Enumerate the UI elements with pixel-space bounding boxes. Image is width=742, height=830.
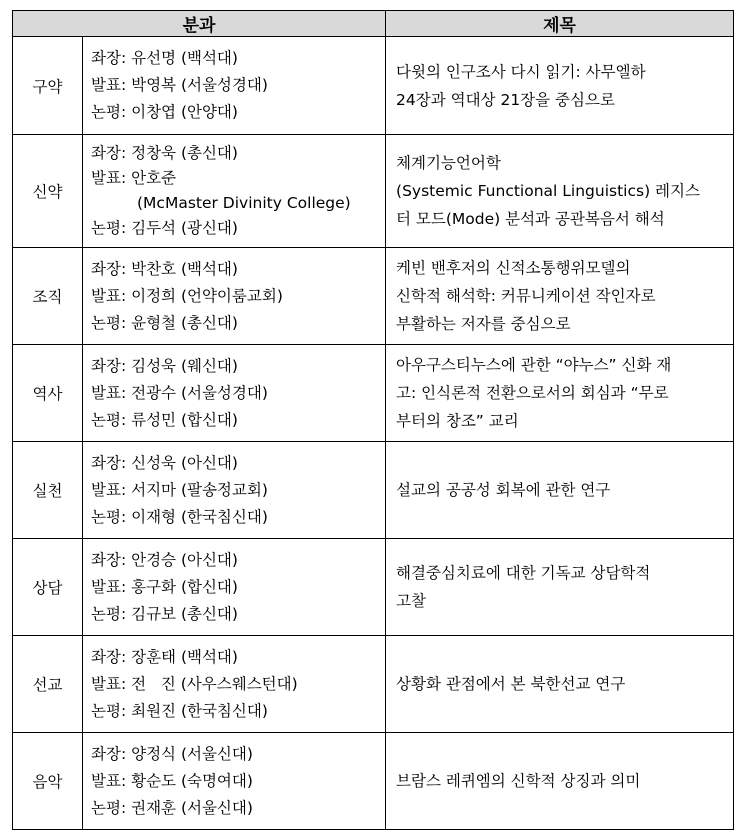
session-title: 브람스 레퀴엠의 신학적 상징과 의미: [396, 772, 641, 790]
title-cell: [386, 248, 734, 345]
chair: 좌장: 정창욱 (총신대): [91, 144, 238, 162]
title-cell: [386, 442, 734, 539]
title-cell: [386, 539, 734, 636]
area-cell: 상담: [13, 539, 83, 636]
discussant: 논평: 김두석 (광신대): [91, 219, 238, 237]
title-cell: [386, 636, 734, 733]
presenter: 발표: 전광수 (서울성경대): [91, 383, 268, 402]
discussant: 논평: 이창엽 (안양대): [91, 103, 238, 121]
presenter-affiliation: (McMaster Divinity College): [137, 194, 351, 212]
table-row: [13, 248, 734, 345]
table-row: [13, 135, 734, 248]
discussant: 논평: 김규보 (총신대): [91, 604, 238, 623]
people-cell: [83, 442, 386, 539]
presenter: 발표: 전 진 (사우스웨스턴대): [91, 674, 298, 693]
title-cell: [386, 345, 734, 442]
session-title: 설교의 공공성 회복에 관한 연구: [396, 481, 611, 499]
discussant: 논평: 류성민 (합신대): [91, 410, 238, 429]
chair: 좌장: 유선명 (백석대): [91, 49, 238, 67]
area-cell: 역사: [13, 345, 83, 442]
presenter: 발표: 홍구화 (합신대): [91, 577, 238, 596]
session-title: 상황화 관점에서 본 북한선교 연구: [396, 675, 626, 693]
chair: 좌장: 김성욱 (웨신대): [91, 356, 238, 375]
discussant: 논평: 권재훈 (서울신대): [91, 798, 253, 817]
area-cell: 조직: [13, 248, 83, 345]
session-title: 다윗의 인구조사 다시 읽기: 사무엘하 24장과 역대상 21장을 중심으로: [396, 62, 646, 109]
discussant: 논평: 최원진 (한국침신대): [91, 701, 268, 720]
table-row: [13, 345, 734, 442]
session-title: 케빈 밴후저의 신적소통행위모델의 신학적 해석학: 커뮤니케이션 작인자로 부활하는 저자를 중심으로: [396, 259, 656, 333]
title-cell: [386, 37, 734, 135]
table-row: [13, 37, 734, 135]
presenter: 발표: 서지마 (팔송정교회): [91, 480, 268, 499]
chair: 좌장: 신성욱 (아신대): [91, 453, 238, 472]
discussant: 논평: 이재형 (한국침신대): [91, 507, 268, 526]
area-cell: 실천: [13, 442, 83, 539]
area-cell: 신약: [13, 135, 83, 248]
people-cell: [83, 345, 386, 442]
table-row: [13, 539, 734, 636]
presenter: 발표: 안호준: [91, 169, 177, 187]
presenter: 발표: 황순도 (숙명여대): [91, 771, 253, 790]
people-cell: [83, 135, 386, 248]
chair: 좌장: 양정식 (서울신대): [91, 744, 253, 763]
session-table: [12, 10, 734, 830]
people-cell: [83, 539, 386, 636]
chair: 좌장: 장훈태 (백석대): [91, 647, 238, 666]
area-cell: 구약: [13, 37, 83, 135]
title-cell: [386, 733, 734, 830]
people-cell: [83, 248, 386, 345]
title-cell: [386, 135, 734, 248]
header-row: [13, 11, 734, 37]
presenter: 발표: 이정희 (언약이룸교회): [91, 286, 283, 305]
session-title: 아우구스티누스에 관한 “야누스” 신화 재 고: 인식론적 전환으로서의 회심과 “무로 부터의 창조” 교리: [396, 356, 672, 430]
chair: 좌장: 안경승 (아신대): [91, 550, 238, 569]
discussant: 논평: 윤형철 (총신대): [91, 313, 238, 332]
table-row: [13, 733, 734, 830]
area-cell: 선교: [13, 636, 83, 733]
table-row: [13, 442, 734, 539]
people-cell: [83, 733, 386, 830]
table-row: [13, 636, 734, 733]
header-area: 분과: [13, 11, 386, 37]
session-title: 해결중심치료에 대한 기독교 상담학적 고찰: [396, 564, 651, 610]
people-cell: [83, 37, 386, 135]
area-cell: 음악: [13, 733, 83, 830]
presenter: 발표: 박영복 (서울성경대): [91, 76, 268, 94]
people-cell: [83, 636, 386, 733]
session-title: 체계기능언어학 (Systemic Functional Linguistics) 레지스 터 모드(Mode) 분석과 공관복음서 해석: [396, 154, 700, 228]
header-title: 제목: [386, 11, 734, 37]
chair: 좌장: 박찬호 (백석대): [91, 259, 238, 278]
